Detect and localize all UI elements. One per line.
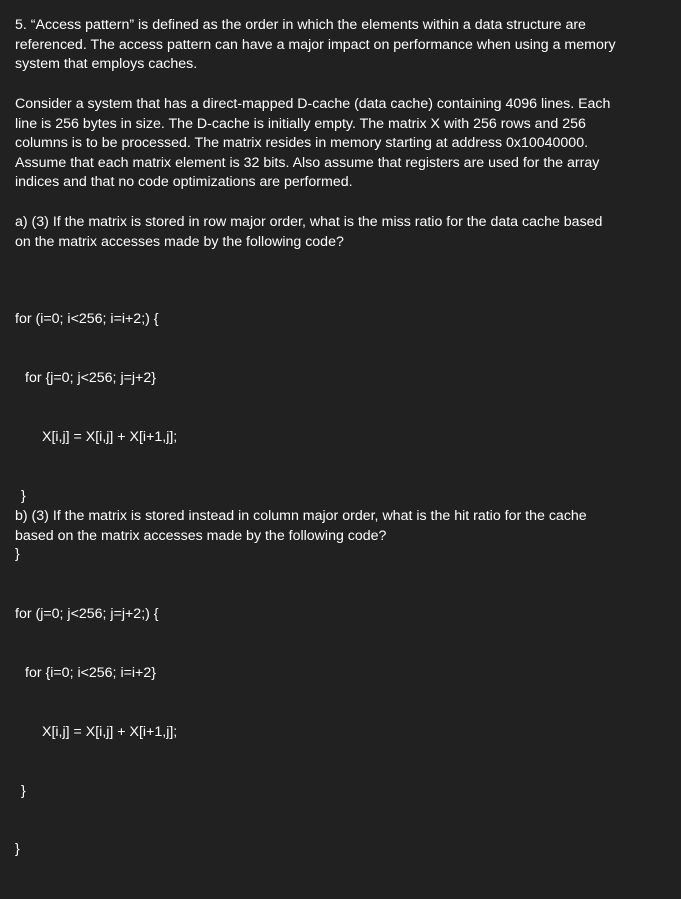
context-line: columns is to be processed. The matrix resides in memory starting at address 0x10040000.: [15, 135, 589, 152]
intro-line: system that employs caches.: [15, 56, 198, 73]
code-line-close-inner: }: [21, 782, 26, 799]
intro-line: 5. “Access pattern” is defined as the order in which the elements within a data structure are: [15, 17, 586, 33]
intro-paragraph: [15, 16, 616, 75]
code-line-statement: X[i,j] = X[i,j] + X[i+1,j];: [42, 428, 178, 445]
part-a-question: [15, 213, 602, 252]
part-b-line: b) (3) If the matrix is stored instead in column major order, what is the hit ratio for the cache: [15, 508, 587, 524]
part-a-line: a) (3) If the matrix is stored in row major order, what is the miss ratio for the data cache based: [15, 214, 603, 230]
context-line: indices and that no code optimizations are performed.: [15, 174, 353, 191]
context-paragraph: [15, 95, 610, 193]
code-line-inner-loop: for {i=0; i<256; i=i+2}: [25, 664, 156, 681]
code-line-statement: X[i,j] = X[i,j] + X[i+1,j];: [42, 723, 178, 740]
code-line-close-inner: }: [21, 487, 26, 504]
code-line-inner-loop: for {j=0; j<256; j=j+2}: [25, 369, 156, 386]
part-b-question: [15, 507, 587, 546]
context-line: Consider a system that has a direct-mapped D-cache (data cache) containing 4096 lines. Each: [15, 96, 611, 112]
part-a-line: on the matrix accesses made by the following code?: [15, 233, 344, 250]
part-b-code-block: [15, 566, 177, 899]
intro-line: referenced. The access pattern can have a major impact on performance when using a memory: [15, 36, 616, 53]
code-line-outer-loop: for (j=0; j<256; j=j+2;) {: [15, 606, 159, 623]
code-line-outer-loop: for (i=0; i<256; i=i+2;) {: [15, 311, 159, 328]
code-line-close-outer: }: [15, 841, 20, 858]
context-line: line is 256 bytes in size. The D-cache is initially empty. The matrix X with 256 rows and 256: [15, 115, 586, 132]
part-a-code-block: [15, 271, 177, 604]
part-b-line: based on the matrix accesses made by the following code?: [15, 527, 387, 544]
code-line-close-outer: }: [15, 546, 20, 563]
context-line: Assume that each matrix element is 32 bits. Also assume that registers are used for the array: [15, 154, 600, 171]
